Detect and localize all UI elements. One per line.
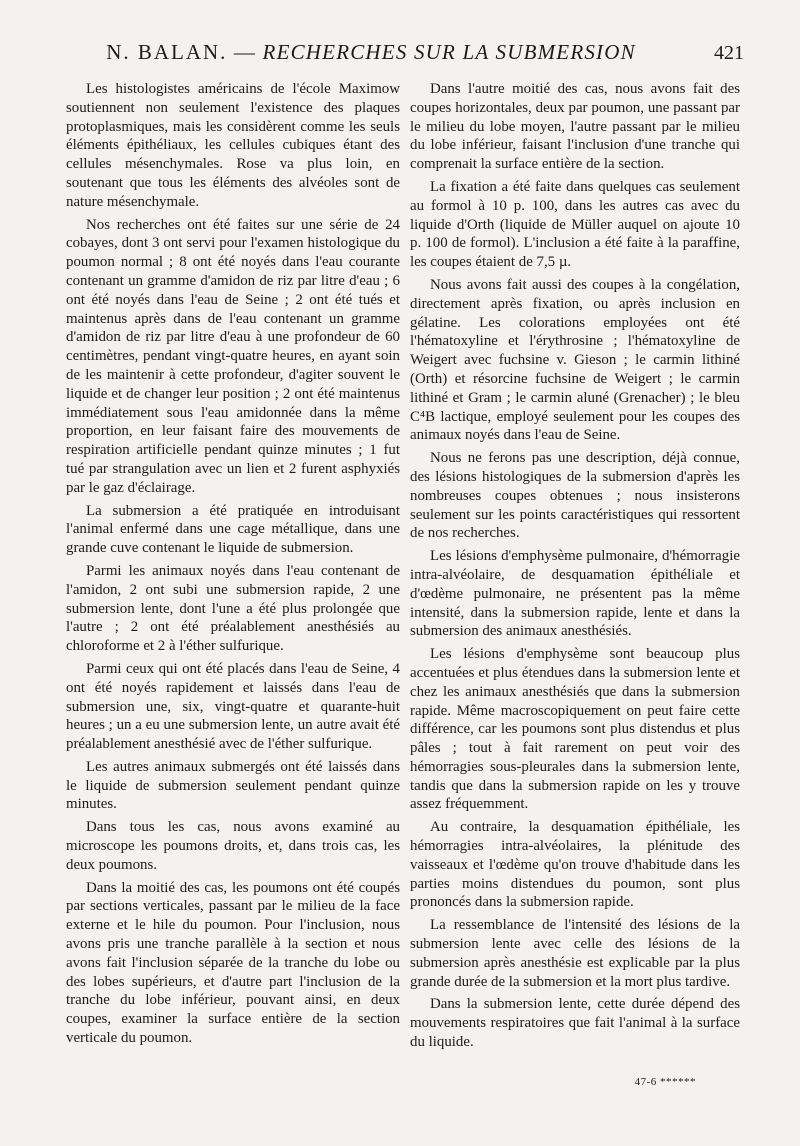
paragraph: Parmi les animaux noyés dans l'eau contenant de l'amidon, 2 ont subi une submersion rapide, 2 une submersion lente, dont l'une a été plus prolongée que l'autre ; 2 ont été préalablement anesthésiés au chloroforme et 2 à l'éther sulfurique. bbox=[66, 562, 400, 655]
article-subject: RECHERCHES SUR LA SUBMERSION bbox=[262, 40, 636, 64]
paragraph: Nous avons fait aussi des coupes à la congélation, directement après fixation, ou après inclusion en gélatine. Les colorations employées ont été l'hématoxyline et l'érythrosine ; l'hématoxyline de Weigert avec fuchsine v. Gieson ; le carmin lithiné (Orth) et résorcine fuchsine de Weigert ; le carmin lithiné et Gram ; le carmin aluné (Grenacher) ; le bleu C⁴B lactique, employé seulement pour les coupes des animaux noyés dans l'eau de Seine. bbox=[410, 276, 740, 444]
paragraph: Au contraire, la desquamation épithéliale, les hémorragies intra-alvéolaires, la plénitude des vaisseaux et l'œdème qu'on trouve d'habitude dans les parties moins distendues du poumon, sont plus prononcés dans la submersion rapide. bbox=[410, 819, 740, 911]
author-name: N. BALAN. bbox=[106, 40, 228, 64]
paragraph: Les lésions d'emphysème sont beaucoup plus accentuées et plus étendues dans la submersion lente et chez les animaux anesthésiés que dans la submersion rapide. Même macroscopiquement on peut faire cette différence, car les poumons sont plus distendus et plus pâles ; tout à fait rarement on peut voir des hémorragies sous-pleurales dans la submersion lente, tandis que dans la submersion rapide on les y trouve assez fréquemment. bbox=[410, 646, 740, 813]
paragraph: Nous ne ferons pas une description, déjà connue, des lésions histologiques de la submersion d'après les nombreuses coupes obtenues ; nous insisterons seulement sur les points caractéristiques qui ressortent de nos recherches. bbox=[410, 450, 740, 542]
paragraph: Les histologistes américains de l'école Maximow soutiennent non seulement l'existence des plaques protoplasmiques, mais les considèrent comme les seuls éléments épithéliaux, les cellules cubiques étant des cellules mésenchymales. Rose va plus loin, en soutenant que tous les éléments des alvéoles sont de nature mésenchymale. bbox=[66, 81, 400, 210]
paragraph: La ressemblance de l'intensité des lésions de la submersion lente avec celle des lésions de la submersion après anesthésie est explicable par la plus grande durée de la submersion et la mort plus tardive. bbox=[410, 917, 740, 990]
paragraph: La submersion a été pratiquée en introduisant l'animal enfermé dans une cage métallique, dans une grande cuve contenant le liquide de submersion. bbox=[66, 502, 400, 557]
paragraph: Nos recherches ont été faites sur une série de 24 cobayes, dont 3 ont servi pour l'examen histologique du poumon normal ; 8 ont été noyés dans l'eau courante contenant un gramme d'amidon de riz par litre d'eau ; 6 ont été noyés dans l'eau de Seine ; 2 ont été tués et maintenus après dans de l'eau contenant un gramme d'amidon de riz par litre d'eau à une profondeur de 60 centimètres, pendant vingt-quatre heures, en ayant soin de les maintenir à cette profondeur, d'agiter souvent le liquide et de changer leur position ; 2 ont été maintenus immédiatement sous l'eau amidonnée dans la même proportion, en leur faisant faire des mouvements de respiration artificielle pendant quinze minutes ; 1 fut tué par strangulation avec un lien et 2 furent asphyxiés par le gaz d'éclairage. bbox=[66, 216, 400, 496]
title-separator: — bbox=[233, 40, 257, 64]
left-column bbox=[66, 80, 400, 1052]
paragraph: Dans la submersion lente, cette durée dépend des mouvements respiratoires que fait l'animal à la surface du liquide. bbox=[410, 996, 740, 1051]
right-column bbox=[410, 80, 740, 1056]
paragraph: Les lésions d'emphysème pulmonaire, d'hémorragie intra-alvéolaire, de desquamation épithéliale et d'œdème pulmonaire, ne présentent pas la même intensité, dans la submersion rapide, lente et dans la submersion des animaux anesthésiés. bbox=[410, 548, 740, 640]
running-title bbox=[58, 40, 684, 65]
paragraph: Dans l'autre moitié des cas, nous avons fait des coupes horizontales, deux par poumon, une passant par le milieu du lobe moyen, l'autre passant par le milieu du lobe inférieur, faisant l'inclusion d'une tranche qui comprenait la surface entière de la section. bbox=[410, 81, 740, 173]
paragraph: Dans tous les cas, nous avons examiné au microscope les poumons droits, et, dans trois cas, les deux poumons. bbox=[66, 819, 400, 873]
paragraph: Dans la moitié des cas, les poumons ont été coupés par sections verticales, passant par le milieu de la face externe et le hile du poumon. Pour l'inclusion, nous avons pris une tranche parallèle à la section et nous avons fait l'inclusion séparée de la tranche du lobe ou des lobes supérieurs, et d'autre part l'inclusion de la tranche du lobe inférieur, pouvant ainsi, en deux coupes, examiner la surface entière de la section verticale du poumon. bbox=[66, 879, 400, 1047]
paragraph: Parmi ceux qui ont été placés dans l'eau de Seine, 4 ont été noyés rapidement et laissés dans l'eau de submersion une, six, vingt-quatre et quarante-huit heures ; un a eu une submersion lente, un autre avait été préalablement anesthésié avec de l'éther sulfurique. bbox=[66, 660, 400, 753]
paragraph: Les autres animaux submergés ont été laissés dans le liquide de submersion seulement pendant quinze minutes. bbox=[66, 758, 400, 813]
running-header bbox=[58, 40, 744, 70]
paragraph: La fixation a été faite dans quelques cas seulement au formol à 10 p. 100, dans les autres cas avec du liquide d'Orth (liquide de Müller auquel on ajoute 10 p. 100 de formol). L'inclusion a été faite à la paraffine, les coupes étaient de 7,5 µ. bbox=[410, 178, 740, 271]
page-number: 421 bbox=[714, 42, 744, 64]
printer-signature: 47-6 ****** bbox=[634, 1076, 696, 1088]
